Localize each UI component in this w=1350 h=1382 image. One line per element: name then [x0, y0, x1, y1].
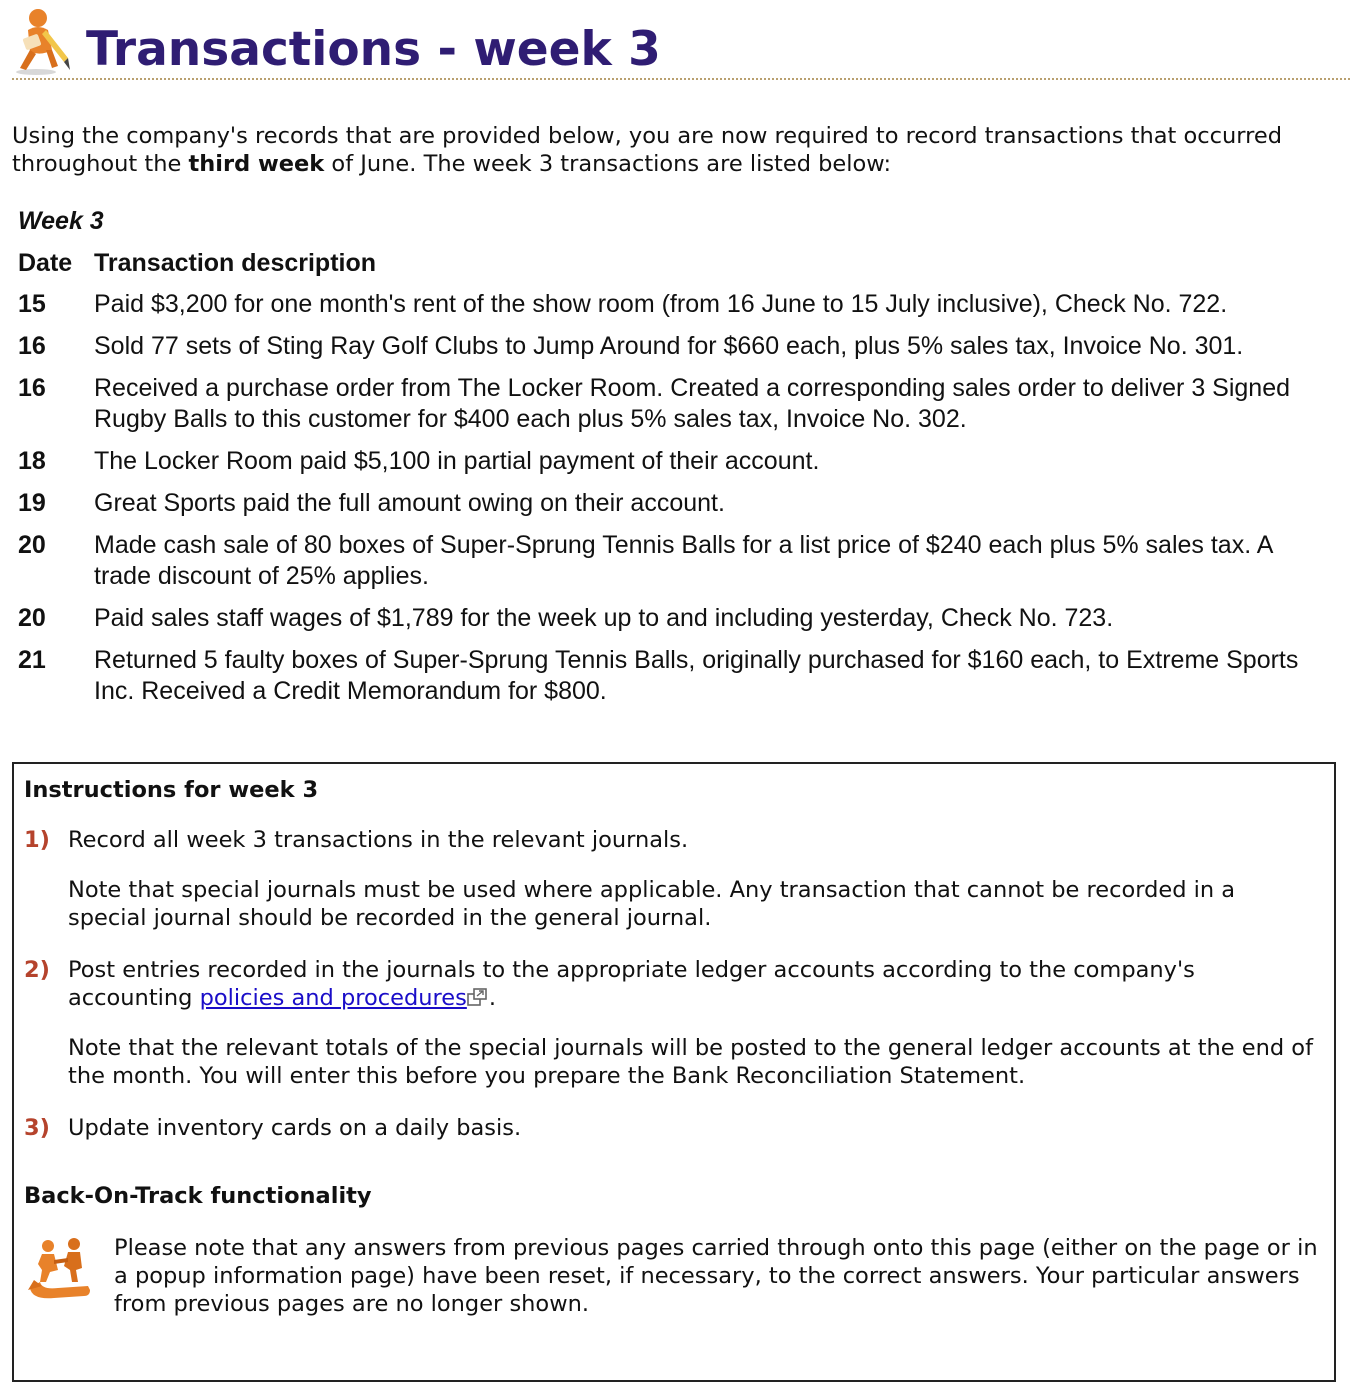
instructions-box	[12, 762, 1336, 1382]
transaction-description: Paid sales staff wages of $1,789 for the week up to and including yesterday, Check No. 723.	[94, 604, 1114, 632]
transaction-date: 15	[18, 290, 46, 318]
transaction-date: 18	[18, 447, 46, 475]
back-on-track-title: Back-On-Track functionality	[24, 1183, 372, 1209]
table-row	[12, 368, 1337, 441]
instructions-title: Instructions for week 3	[24, 777, 319, 803]
table-row	[12, 640, 1337, 713]
reading-person-icon	[12, 6, 72, 76]
step-number: 3)	[24, 1115, 50, 1141]
step-text-start: Post entries recorded in the journals to the appropriate ledger accounts according to the company's accounting	[68, 957, 1195, 1011]
step-note: Note that the relevant totals of the special journals will be posted to the general ledger accounts at the end of the month. You will enter this before you prepare the Bank Reconciliation Statement.	[68, 1035, 1313, 1089]
page-title: Transactions - week 3	[86, 22, 661, 77]
policies-and-procedures-link[interactable]: policies and procedures	[199, 985, 467, 1011]
table-header-row	[12, 242, 1337, 284]
table-caption: Week 3	[18, 207, 104, 235]
intro-emphasis: third week	[188, 151, 325, 177]
back-on-track-icon	[24, 1236, 96, 1304]
step-text: Update inventory cards on a daily basis.	[68, 1115, 522, 1141]
instruction-step-1	[24, 826, 1319, 932]
step-number: 2)	[24, 957, 50, 983]
transaction-date: 19	[18, 489, 46, 517]
description-column-header: Transaction description	[94, 249, 377, 277]
transaction-description: Great Sports paid the full amount owing on their account.	[94, 489, 725, 517]
intro-paragraph	[12, 122, 1332, 178]
step-text	[68, 956, 1319, 1012]
transaction-description: Returned 5 faulty boxes of Super-Sprung Tennis Balls, originally purchased for $160 each, to Extreme Sports Inc. Received a Credit Memorandum for $800.	[94, 646, 1299, 705]
step-number: 1)	[24, 827, 50, 853]
transaction-date: 21	[18, 646, 46, 674]
table-row	[12, 525, 1337, 598]
instruction-step-2	[24, 956, 1319, 1090]
intro-text: Using the company's records that are provided below, you are now required to record transactions that occurred throughout the	[12, 123, 1283, 177]
table-row	[12, 284, 1337, 326]
transaction-date: 16	[18, 374, 46, 402]
table-row	[12, 483, 1337, 525]
step-text-end: .	[488, 985, 497, 1011]
table-row	[12, 598, 1337, 640]
page-header	[12, 4, 1350, 80]
step-text: Record all week 3 transactions in the relevant journals.	[68, 827, 689, 853]
date-column-header: Date	[18, 249, 73, 277]
instruction-step-3	[24, 1114, 1319, 1142]
table-row	[12, 326, 1337, 368]
transaction-date: 16	[18, 332, 46, 360]
transaction-description: Paid $3,200 for one month's rent of the show room (from 16 June to 15 July inclusive), Check No. 722.	[94, 290, 1228, 318]
transaction-description: Sold 77 sets of Sting Ray Golf Clubs to Jump Around for $660 each, plus 5% sales tax, Invoice No. 301.	[94, 332, 1244, 360]
intro-text-end: of June. The week 3 transactions are listed below:	[324, 151, 892, 177]
external-window-icon[interactable]	[467, 987, 489, 1007]
table-row	[12, 441, 1337, 483]
transactions-table	[12, 200, 1337, 713]
back-on-track-text: Please note that any answers from previous pages carried through onto this page (either on the page or in a popup information page) have been reset, if necessary, to the correct answers. Your particular answers from previous pages are no longer shown.	[114, 1235, 1318, 1317]
transaction-description: The Locker Room paid $5,100 in partial payment of their account.	[94, 447, 820, 475]
transaction-date: 20	[18, 531, 46, 559]
transaction-description: Received a purchase order from The Locker Room. Created a corresponding sales order to deliver 3 Signed Rugby Balls to this customer for $400 each plus 5% sales tax, Invoice No. 302.	[94, 374, 1291, 433]
transaction-date: 20	[18, 604, 46, 632]
transaction-description: Made cash sale of 80 boxes of Super-Sprung Tennis Balls for a list price of $240 each plus 5% sales tax. A trade discount of 25% applies.	[94, 531, 1273, 590]
step-note: Note that special journals must be used where applicable. Any transaction that cannot be recorded in a special journal should be recorded in the general journal.	[68, 877, 1236, 931]
